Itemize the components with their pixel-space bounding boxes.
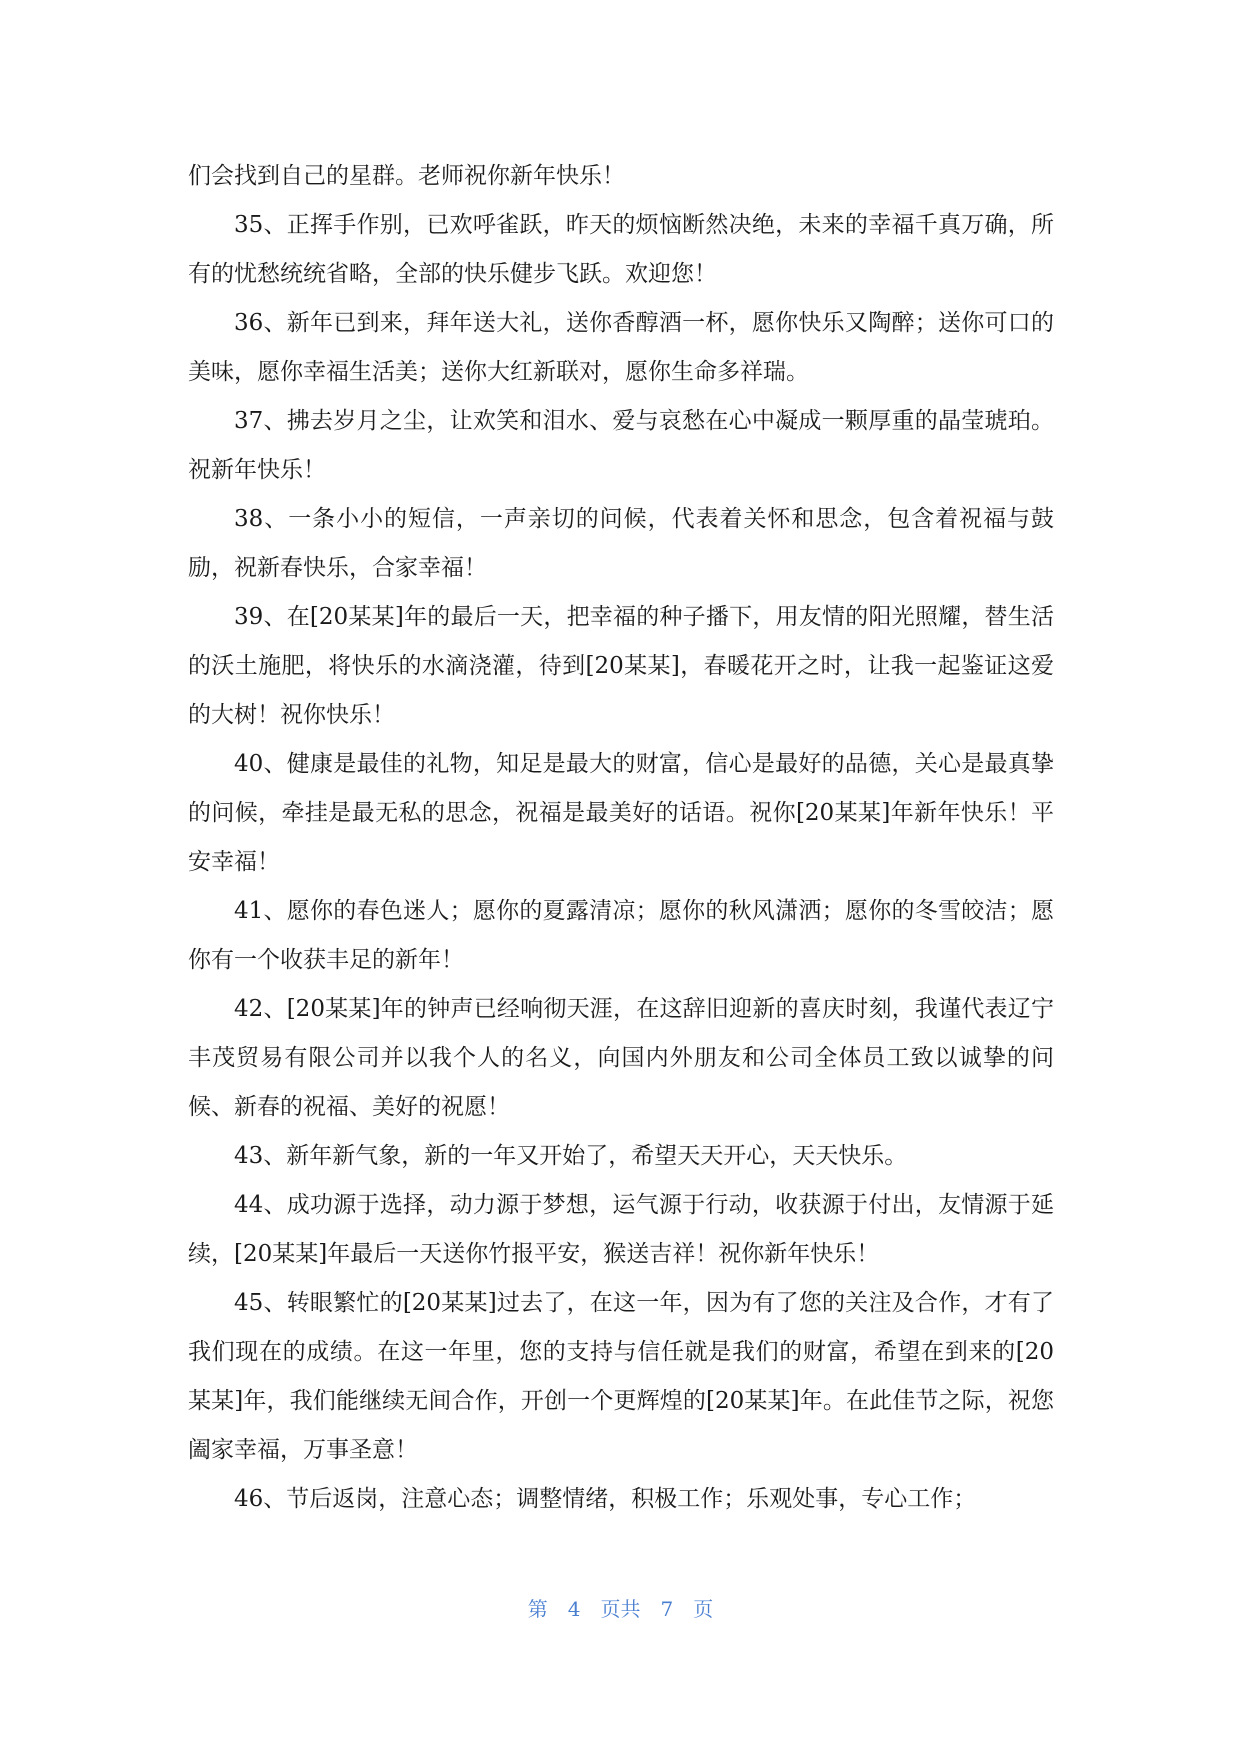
footer-label-ye-gong: 页共 [600,1597,641,1621]
paragraph: 42、[20某某]年的钟声已经响彻天涯，在这辞旧迎新的喜庆时刻，我谨代表辽宁丰茂贸易有限公司并以我个人的名义，向国内外朋友和公司全体员工致以诚挚的问候、新春的祝福、美好的祝愿！ [188,996,1054,1120]
footer-label-di: 第 [527,1597,548,1621]
paragraph: 46、节后返岗，注意心态；调整情绪，积极工作；乐观处事，专心工作； [234,1486,977,1512]
paragraph: 41、愿你的春色迷人；愿你的夏露清凉；愿你的秋风潇洒；愿你的冬雪皎洁；愿你有一个收获丰足的新年！ [188,898,1054,973]
page-footer [0,1593,1241,1622]
total-page-number: 7 [660,1597,674,1621]
footer-label-ye: 页 [693,1597,714,1621]
paragraph: 44、成功源于选择，动力源于梦想，运气源于行动，收获源于付出，友情源于延续，[20某某]年最后一天送你竹报平安，猴送吉祥！祝你新年快乐！ [188,1192,1054,1267]
paragraph: 35、正挥手作别，已欢呼雀跃，昨天的烦恼断然决绝，未来的幸福千真万确，所有的忧愁统统省略，全部的快乐健步飞跃。欢迎您！ [188,212,1054,287]
paragraph: 43、新年新气象，新的一年又开始了，希望天天开心，天天快乐。 [234,1143,908,1169]
paragraph: 38、一条小小的短信，一声亲切的问候，代表着关怀和思念，包含着祝福与鼓励，祝新春快乐，合家幸福！ [188,506,1054,581]
document-body [188,152,1054,1524]
paragraph: 39、在[20某某]年的最后一天，把幸福的种子播下，用友情的阳光照耀，替生活的沃土施肥，将快乐的水滴浇灌，待到[20某某]，春暖花开之时，让我一起鉴证这爱的大树！祝你快乐！ [188,604,1054,728]
current-page-number: 4 [567,1597,581,1621]
paragraph: 40、健康是最佳的礼物，知足是最大的财富，信心是最好的品德，关心是最真挚的问候，牵挂是最无私的思念，祝福是最美好的话语。祝你[20某某]年新年快乐！平安幸福！ [188,751,1054,875]
paragraph: 45、转眼繁忙的[20某某]过去了，在这一年，因为有了您的关注及合作，才有了我们现在的成绩。在这一年里，您的支持与信任就是我们的财富，希望在到来的[20某某]年，我们能继续无间合作，开创一个更辉煌的[20某某]年。在此佳节之际，祝您阖家幸福，万事圣意！ [188,1290,1054,1463]
paragraph: 36、新年已到来，拜年送大礼，送你香醇酒一杯，愿你快乐又陶醉；送你可口的美味，愿你幸福生活美；送你大红新联对，愿你生命多祥瑞。 [188,310,1054,385]
paragraph: 37、拂去岁月之尘，让欢笑和泪水、爱与哀愁在心中凝成一颗厚重的晶莹琥珀。祝新年快乐！ [188,408,1054,483]
paragraph: 们会找到自己的星群。老师祝你新年快乐！ [188,163,625,189]
